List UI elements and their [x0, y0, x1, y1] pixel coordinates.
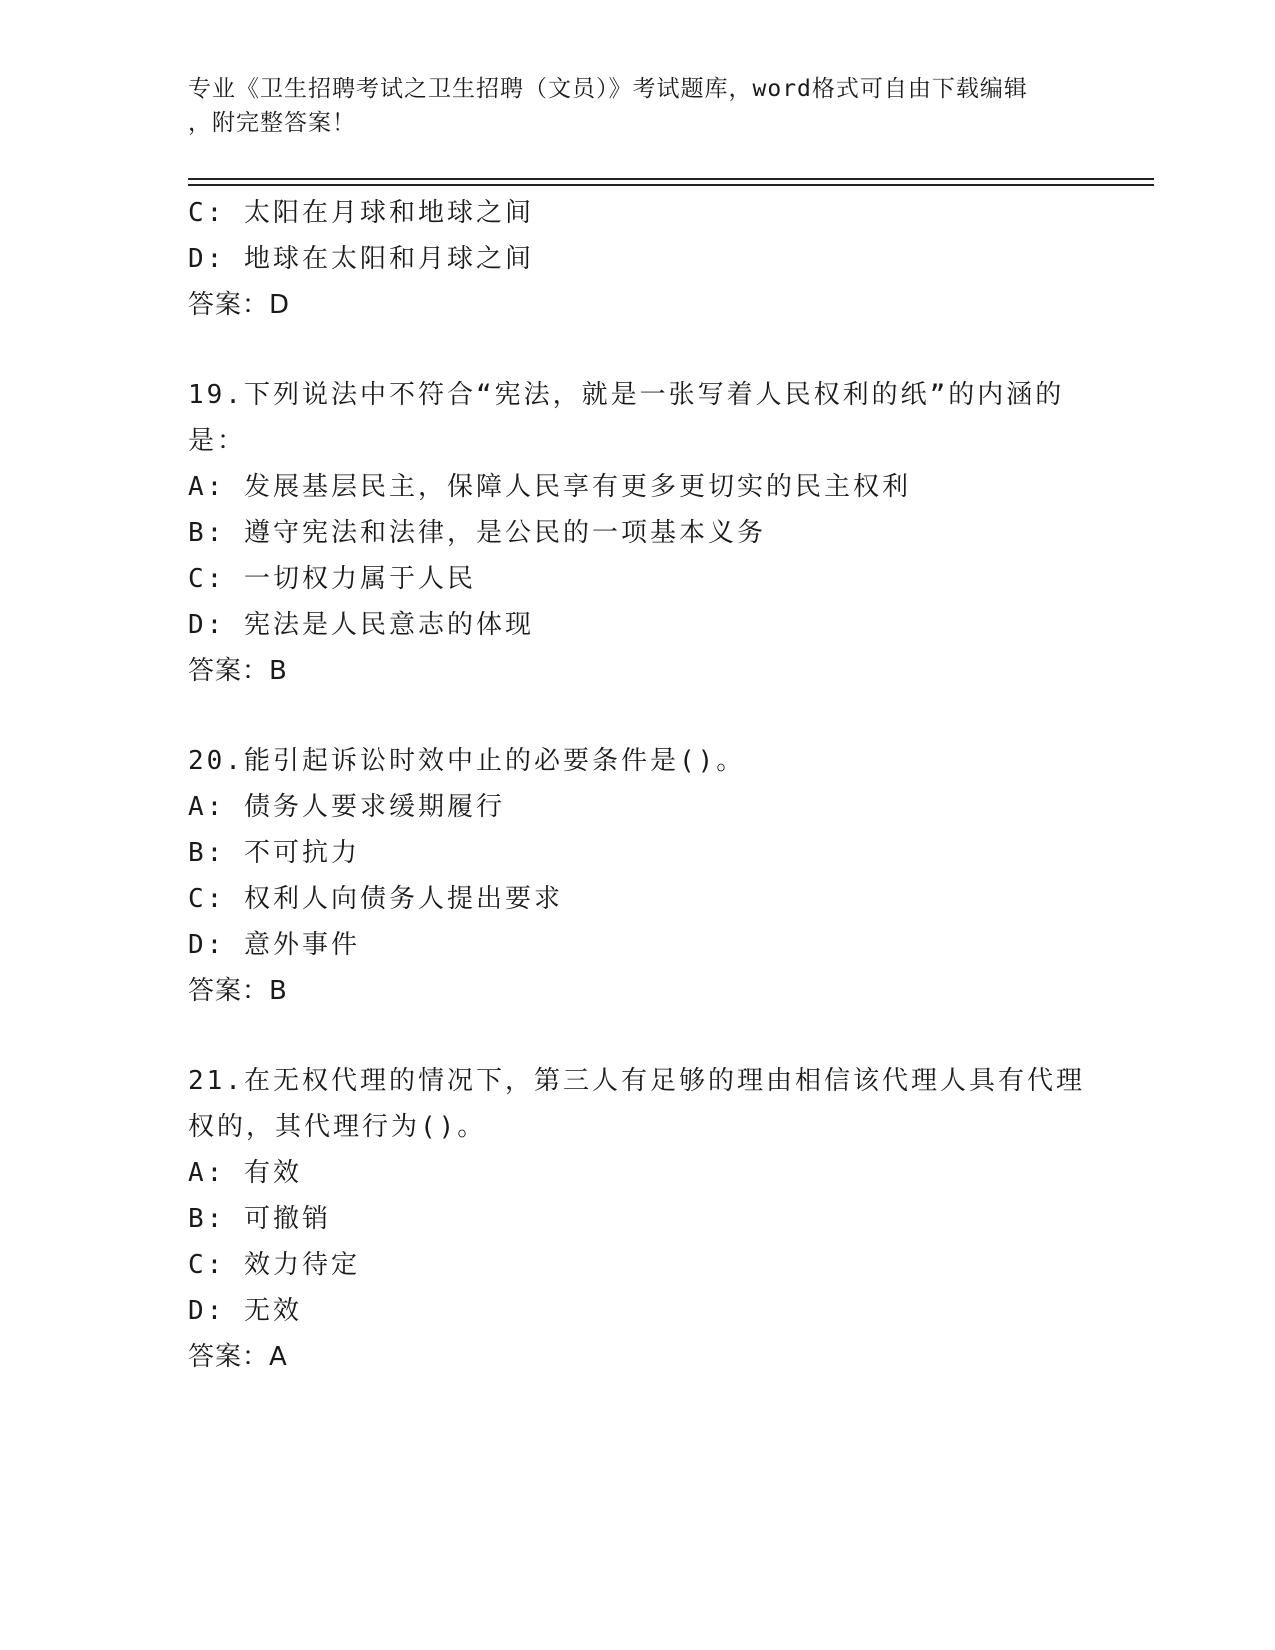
answer: 答案：A — [188, 1342, 288, 1372]
question-21 — [188, 1058, 1088, 1380]
question-19 — [188, 372, 1088, 694]
answer: 答案：B — [188, 656, 288, 686]
spacer — [188, 694, 1088, 738]
option-d: D: 宪法是人民意志的体现 — [188, 610, 534, 640]
question-text-line-1: 20.能引起诉讼时效中止的必要条件是()。 — [188, 746, 746, 776]
option-d: D: 无效 — [188, 1296, 302, 1326]
option-a: A: 有效 — [188, 1158, 302, 1188]
answer: 答案：B — [188, 976, 288, 1006]
option-b: B: 不可抗力 — [188, 838, 360, 868]
option-a: A: 发展基层民主，保障人民享有更多更切实的民主权利 — [188, 472, 911, 502]
question-text-line-2: 权的，其代理行为()。 — [188, 1112, 487, 1142]
answer: 答案：D — [188, 290, 291, 320]
option-c: C: 太阳在月球和地球之间 — [188, 198, 534, 228]
question-20 — [188, 738, 1088, 1014]
option-b: B: 可撤销 — [188, 1204, 331, 1234]
spacer — [188, 1014, 1088, 1058]
question-list — [188, 190, 1088, 1380]
option-d: D: 地球在太阳和月球之间 — [188, 244, 534, 274]
option-a: A: 债务人要求缓期履行 — [188, 792, 505, 822]
spacer — [188, 328, 1088, 372]
question-partial — [188, 190, 1088, 328]
document-header — [188, 72, 1068, 140]
header-line-2: ，附完整答案！ — [188, 110, 356, 136]
option-c: C: 权利人向债务人提出要求 — [188, 884, 563, 914]
option-d: D: 意外事件 — [188, 930, 360, 960]
question-text-line-1: 19.下列说法中不符合“宪法，就是一张写着人民权利的纸”的内涵的 — [188, 380, 1065, 410]
question-text-line-2: 是： — [188, 426, 247, 456]
header-divider-top — [188, 178, 1154, 180]
option-c: C: 一切权力属于人民 — [188, 564, 476, 594]
header-divider-bottom — [188, 184, 1154, 186]
option-c: C: 效力待定 — [188, 1250, 360, 1280]
header-line-1: 专业《卫生招聘考试之卫生招聘（文员）》考试题库，word格式可自由下载编辑 — [188, 76, 1028, 102]
question-text-line-1: 21.在无权代理的情况下，第三人有足够的理由相信该代理人具有代理 — [188, 1066, 1085, 1096]
option-b: B: 遵守宪法和法律，是公民的一项基本义务 — [188, 518, 766, 548]
